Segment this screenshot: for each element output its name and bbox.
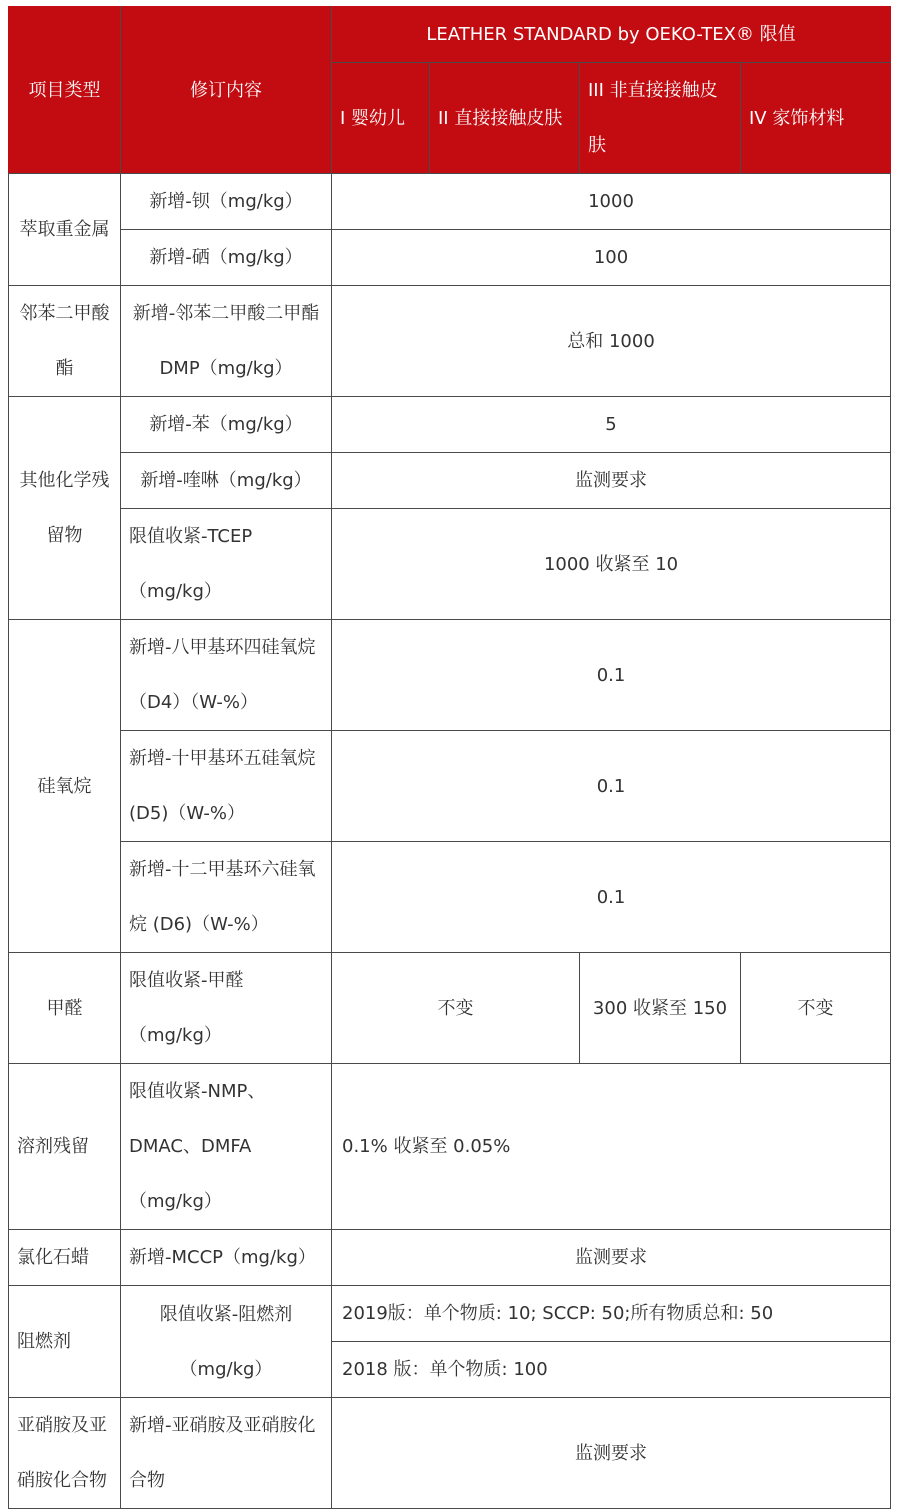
value-dmp: 总和 1000 — [332, 286, 891, 397]
revision-mccp: 新增-MCCP（mg/kg） — [121, 1230, 332, 1286]
value-d4: 0.1 — [332, 620, 891, 731]
value-barium: 1000 — [332, 174, 891, 230]
header-limit-standard: LEATHER STANDARD by OEKO-TEX® 限值 — [332, 7, 891, 63]
revision-d6: 新增-十二甲基环六硅氧 烷 (D6)（W-%） — [121, 842, 332, 953]
revision-selenium: 新增-硒（mg/kg） — [121, 230, 332, 286]
category-heavy-metals: 萃取重金属 — [9, 174, 121, 286]
header-class-2: II 直接接触皮肤 — [430, 63, 580, 174]
header-class-3: III 非直接接触皮肤 — [580, 63, 741, 174]
value-quinoline: 监测要求 — [332, 453, 891, 509]
category-phthalate: 邻苯二甲酸 酯 — [9, 286, 121, 397]
value-tcep: 1000 收紧至 10 — [332, 509, 891, 620]
revision-d5: 新增-十甲基环五硅氧烷 (D5)（W-%） — [121, 731, 332, 842]
category-flame-retardant: 阻燃剂 — [9, 1286, 121, 1398]
header-item-type: 项目类型 — [9, 7, 121, 174]
value-d6: 0.1 — [332, 842, 891, 953]
header-class-4: IV 家饰材料 — [741, 63, 891, 174]
category-chlorinated-paraffin: 氯化石蜡 — [9, 1230, 121, 1286]
category-siloxane: 硅氧烷 — [9, 620, 121, 953]
value-nitrosamine: 监测要求 — [332, 1398, 891, 1509]
revision-formaldehyde: 限值收紧-甲醛 （mg/kg） — [121, 953, 332, 1064]
revision-nitrosamine: 新增-亚硝胺及亚硝胺化 合物 — [121, 1398, 332, 1509]
value-formaldehyde-class-3: 300 收紧至 150 — [580, 953, 741, 1064]
value-solvent: 0.1% 收紧至 0.05% — [332, 1064, 891, 1230]
revision-flame-retardant: 限值收紧-阻燃剂 （mg/kg） — [121, 1286, 332, 1398]
value-formaldehyde-class-1-2: 不变 — [332, 953, 580, 1064]
value-benzene: 5 — [332, 397, 891, 453]
value-flame-2018: 2018 版：单个物质: 100 — [332, 1342, 891, 1398]
header-class-1: I 婴幼儿 — [332, 63, 430, 174]
revision-d4: 新增-八甲基环四硅氧烷 （D4）（W-%） — [121, 620, 332, 731]
value-flame-2019: 2019版：单个物质: 10; SCCP: 50;所有物质总和: 50 — [332, 1286, 891, 1342]
category-formaldehyde: 甲醛 — [9, 953, 121, 1064]
category-solvent-residue: 溶剂残留 — [9, 1064, 121, 1230]
value-mccp: 监测要求 — [332, 1230, 891, 1286]
revision-dmp: 新增-邻苯二甲酸二甲酯 DMP（mg/kg） — [121, 286, 332, 397]
header-revision-content: 修订内容 — [121, 7, 332, 174]
revision-tcep: 限值收紧-TCEP （mg/kg） — [121, 509, 332, 620]
revision-benzene: 新增-苯（mg/kg） — [121, 397, 332, 453]
value-d5: 0.1 — [332, 731, 891, 842]
category-nitrosamine: 亚硝胺及亚 硝胺化合物 — [9, 1398, 121, 1509]
category-other-residues: 其他化学残 留物 — [9, 397, 121, 620]
revision-table — [8, 6, 891, 1509]
revision-quinoline: 新增-喹啉（mg/kg） — [121, 453, 332, 509]
value-formaldehyde-class-4: 不变 — [741, 953, 891, 1064]
revision-solvent: 限值收紧-NMP、 DMAC、DMFA （mg/kg） — [121, 1064, 332, 1230]
revision-barium: 新增-钡（mg/kg） — [121, 174, 332, 230]
value-selenium: 100 — [332, 230, 891, 286]
